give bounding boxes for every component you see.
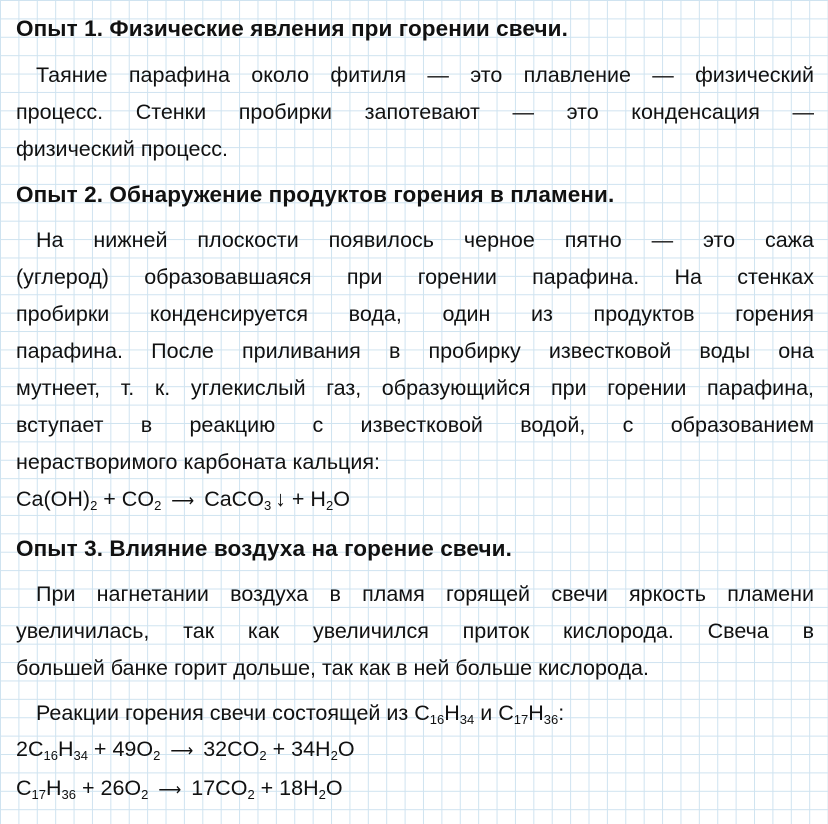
exp1-heading: Опыт 1. Физические явления при горении свечи. [16,16,568,41]
calcium-carbonate-equation [16,481,814,520]
exp2-line-1: На нижней плоскости появилось черное пятно — это сажа [36,228,814,252]
eq-term: и C [474,701,514,725]
eq-subscript: 2 [318,787,326,802]
eq-term: + H [291,487,326,511]
eq-term: O [325,776,343,800]
eq-subscript: 2 [325,498,334,513]
eq-subscript: 17 [31,787,46,802]
exp2-heading: Опыт 2. Обнаружение продуктов горения в пламени. [16,182,615,207]
eq-subscript: 2 [90,498,98,513]
eq-subscript: 34 [459,712,475,727]
exp2-line-4: парафина. После приливания в пробирку известковой воды она [16,339,814,363]
eq-term: 32CO [197,737,260,761]
eq-subscript: 16 [429,712,445,727]
exp2-line-6: вступает в реакцию с известковой водой, с образованием [16,413,814,437]
intro-text: Реакции горения свечи состоящей из C [36,701,430,725]
reaction-arrow-icon: ⟶ [158,782,182,799]
eq-term: + 18H [254,776,319,800]
exp2-line-7: нерастворимого карбоната кальция: [16,450,380,474]
eq-term: H [46,776,62,800]
eq-subscript: 2 [247,787,255,802]
eq-term: 17CO [185,776,248,800]
eq-term: : [558,701,565,725]
exp2-paragraph [16,222,814,481]
eq-term: O [333,487,350,511]
eq-subscript: 36 [543,712,559,727]
exp1-line-2: процесс. Стенки пробирки запотевают — это конденсация — [16,100,814,124]
exp2-line-5: мутнеет, т. к. углекислый газ, образующийся при горении парафина, [16,376,814,400]
eq-term: CaCO [204,487,264,511]
exp3-heading: Опыт 3. Влияние воздуха на горение свечи. [16,536,512,561]
eq-term: + 34H [266,737,331,761]
combustion-equation-c16 [16,731,814,770]
eq-term: O [337,737,355,761]
eq-subscript: 2 [259,748,267,763]
eq-subscript: 17 [513,712,529,727]
eq-term: H [57,737,74,761]
exp2-line-3: пробирки конденсируется вода, один из продуктов горения [16,302,814,326]
exp1-line-3: физический процесс. [16,137,228,161]
reaction-arrow-icon: ⟶ [170,743,194,760]
reactions-intro [16,695,814,731]
eq-subscript: 36 [61,787,76,802]
exp2-line-2: (углерод) образовавшаяся при горении парафина. На стенках [16,265,814,289]
eq-term: C [16,776,32,800]
exp3-line-1: При нагнетании воздуха в пламя горящей свечи яркость пламени [36,582,814,606]
eq-term: Ca(OH) [16,487,91,511]
document-page [16,0,814,809]
eq-term: H [444,701,460,725]
eq-subscript: 16 [43,748,58,763]
precipitate-arrow-icon: ↓ [275,487,286,511]
exp1-line-1: Таяние парафина около фитиля — это плавление — физический [36,63,814,87]
eq-term: + 49O [87,737,154,761]
eq-subscript: 2 [153,748,161,763]
exp3-paragraph [16,576,814,687]
eq-term: 2C [16,737,44,761]
eq-term: H [528,701,544,725]
eq-subscript: 2 [141,787,149,802]
eq-subscript: 3 [263,498,272,513]
eq-term: + CO [103,487,155,511]
eq-term: + 26O [76,776,142,800]
eq-subscript: 2 [330,748,338,763]
exp3-line-3: большей банке горит дольше, так как в ней больше кислорода. [16,656,649,680]
reaction-arrow-icon: ⟶ [171,493,195,510]
eq-subscript: 2 [154,498,162,513]
combustion-equation-c17 [16,770,814,809]
eq-subscript: 34 [73,748,88,763]
exp3-line-2: увеличилась, так как увеличился приток кислорода. Свеча в [16,619,814,643]
exp1-paragraph [16,57,814,168]
